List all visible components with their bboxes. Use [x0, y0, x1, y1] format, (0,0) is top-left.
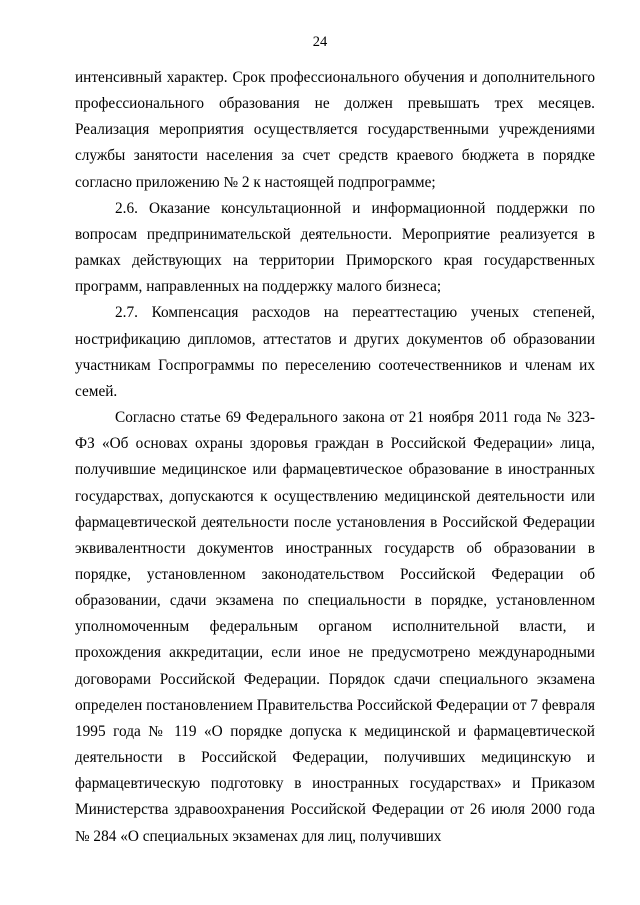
body-text	[75, 65, 595, 850]
paragraph-intensive-character: интенсивный характер. Срок профессионального обучения и дополнительного профессионального образования не должен превышать трех месяцев. Реализация мероприятия осуществляется государственными учреждениями службы занятости населения за счет средств краевого бюджета в порядке согласно приложению № 2 к настоящей подпрограмме;	[75, 69, 595, 191]
paragraph-item-2-6: 2.6. Оказание консультационной и информационной поддержки по вопросам предпринимательской деятельности. Мероприятие реализуется в рамках действующих на территории Приморского края государственных программ, направленных на поддержку малого бизнеса;	[75, 199, 595, 296]
paragraph-article-69: Согласно статье 69 Федерального закона от 21 ноября 2011 года № 323-ФЗ «Об основах охраны здоровья граждан в Российской Федерации» лица, получившие медицинское или фармацевтическое образование в иностранных государствах, допускаются к осуществлению медицинской деятельности или фармацевтической деятельности после установления в Российской Федерации эквивалентности документов иностранных государств об образовании в порядке, установленном законодательством Российской Федерации об образовании, сдачи экзамена по специальности в порядке, установленном уполномоченным федеральным органом исполнительной власти, и прохождения аккредитации, если иное не предусмотрено международными договорами Российской Федерации. Порядок сдачи специального экзамена определен постановлением Правительства Российской Федерации от 7 февраля 1995 года № 119 «О порядке допуска к медицинской и фармацевтической деятельности в Российской Федерации, получивших медицинскую и фармацевтическую подготовку в иностранных государствах» и Приказом Министерства здравоохранения Российской Федерации от 26 июля 2000 года № 284 «О специальных экзаменах для лиц, получивших	[75, 409, 595, 845]
page-number: 24	[312, 34, 328, 50]
paragraph-item-2-7: 2.7. Компенсация расходов на переаттестацию ученых степеней, нострификацию дипломов, аттестатов и других документов об образовании участникам Госпрограммы по переселению соотечественников и членам их семей.	[75, 304, 595, 400]
